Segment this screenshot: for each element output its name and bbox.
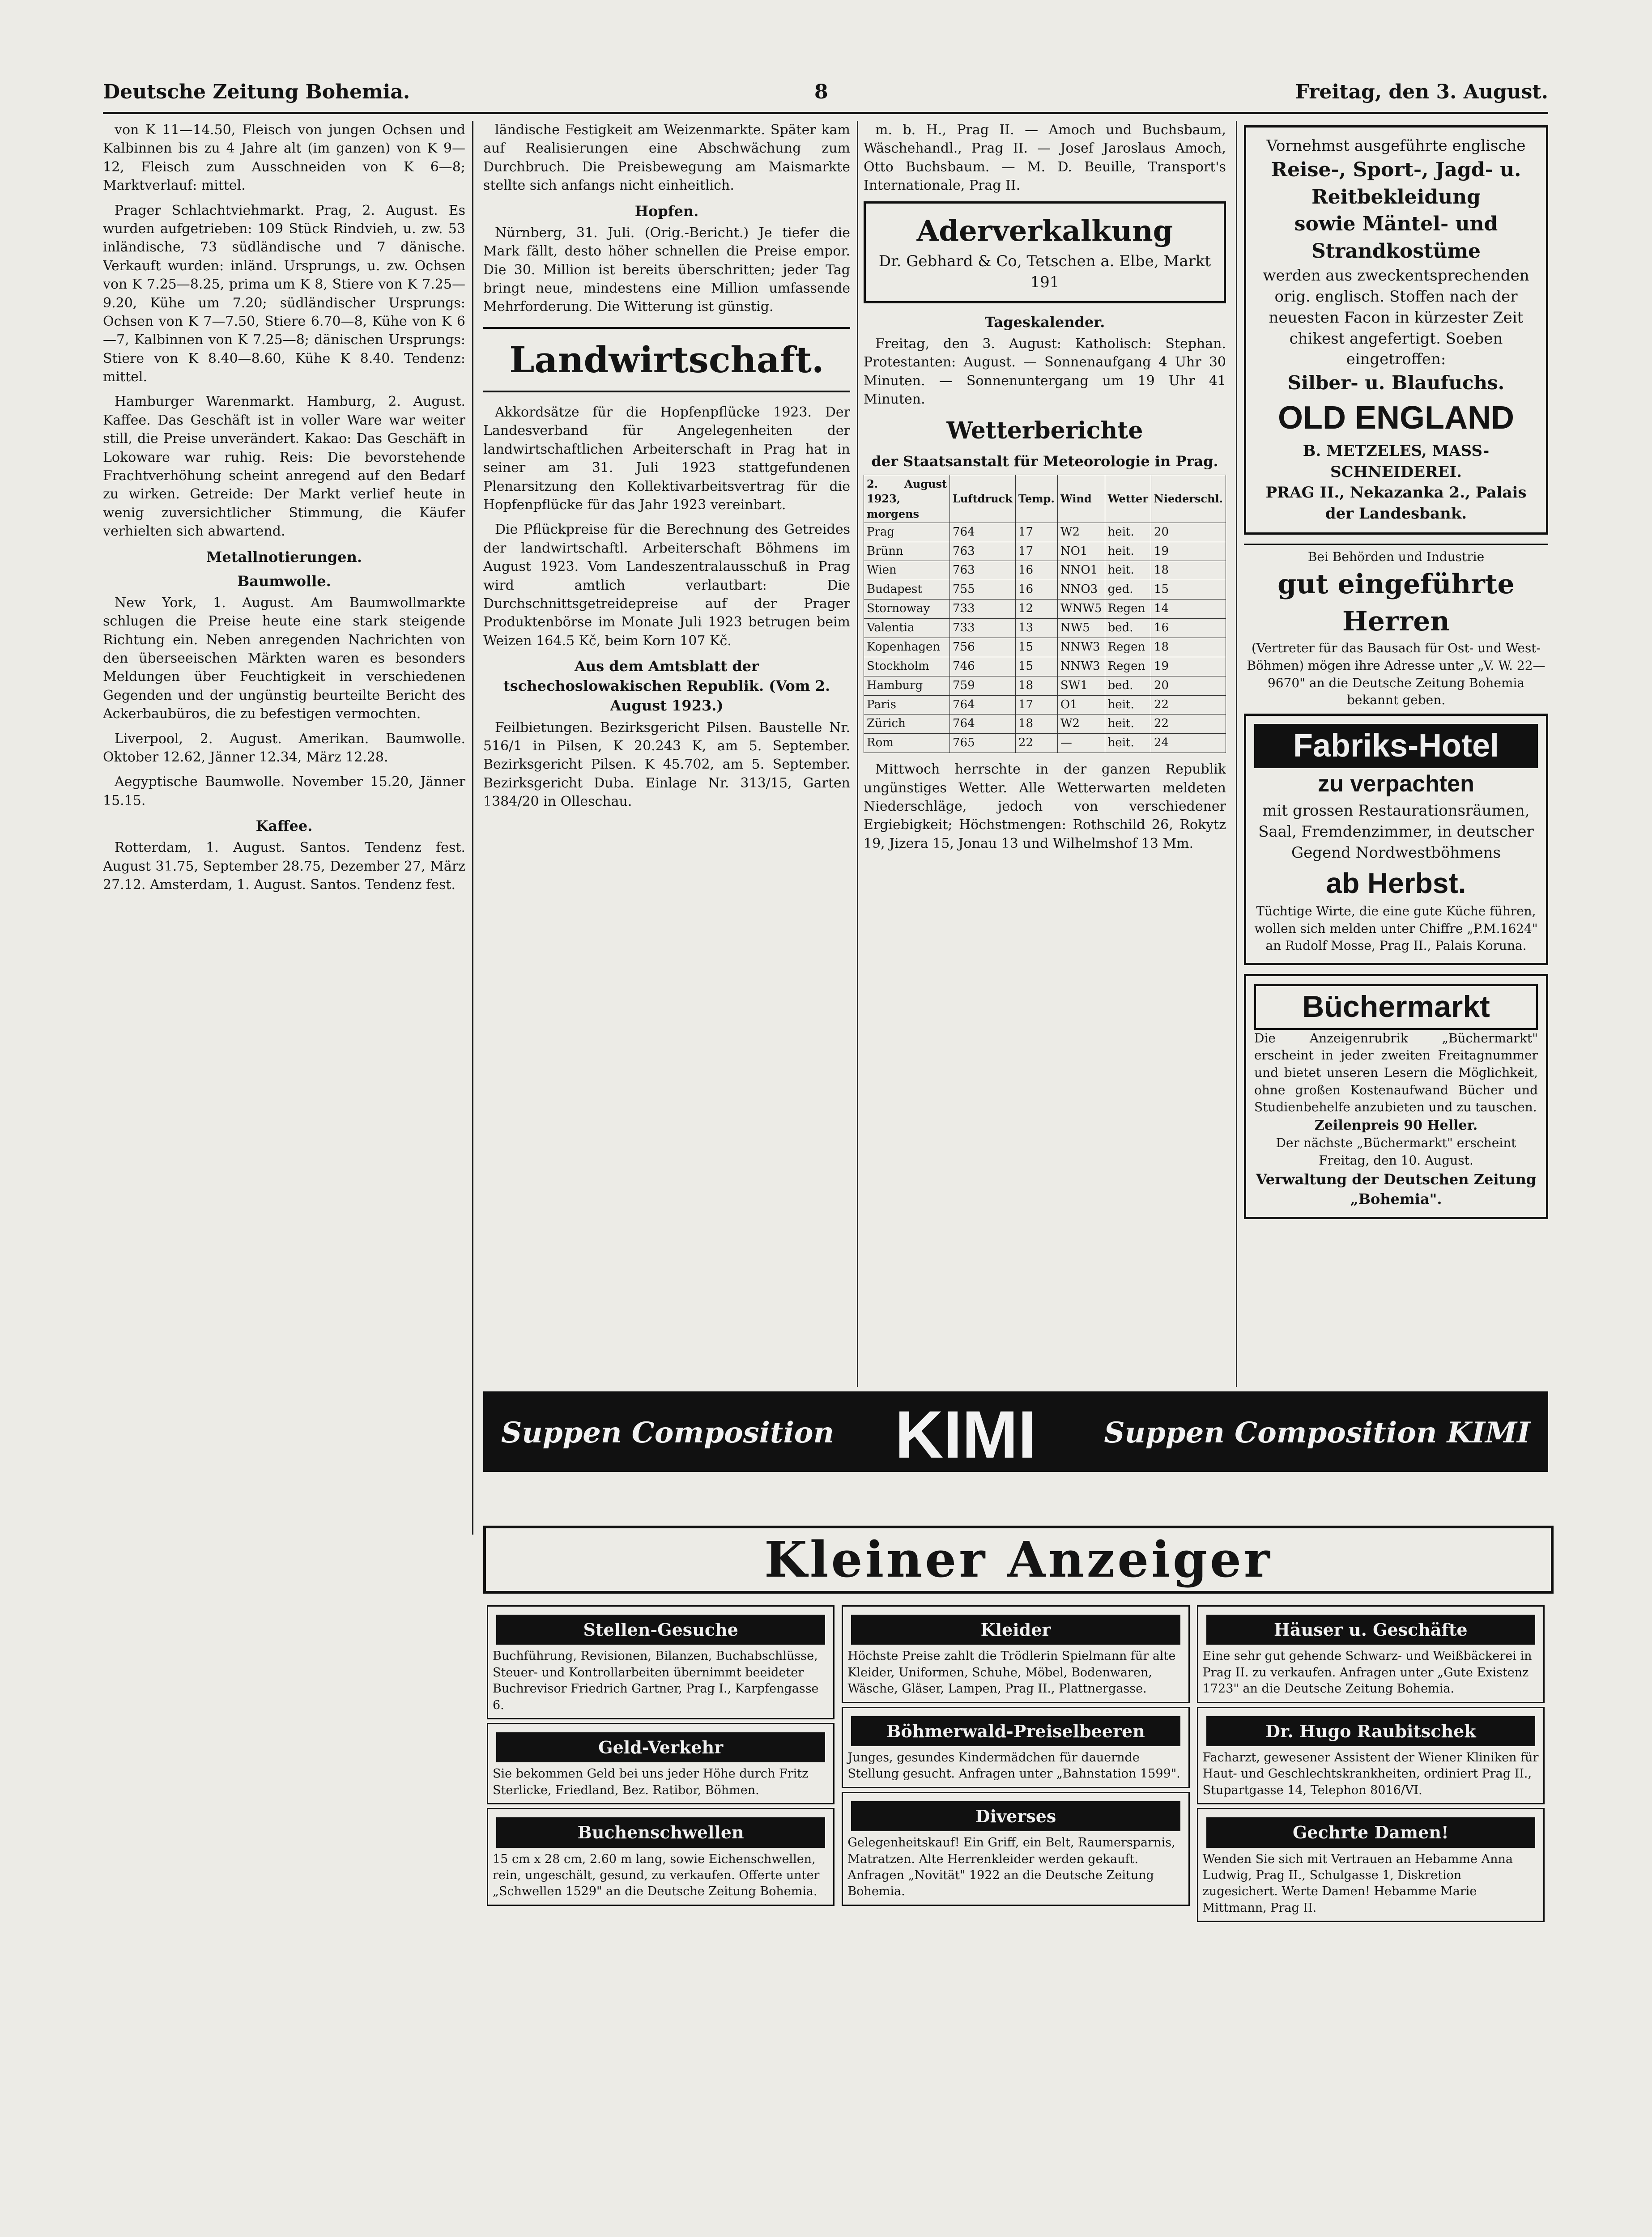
ad-sub: zu verpachten — [1318, 771, 1474, 797]
weather-cell: 764 — [950, 714, 1016, 734]
agri-text: Die Pflückpreise für die Berechnung des Getreides der landwirtschaftl. Arbeiterschaft Böhmens im August 1923. Vom Landeszentralausschuß in Prag wird amtlich verlautbart: Die Durchschnittsgetreidepreise auf der Prager Produktenbörse im Monate Juli 1923 betrugen beim Weizen 164.5 Kč, beim Korn 107 Kč. — [483, 522, 850, 649]
classified-ad — [1197, 1707, 1545, 1805]
weather-cell: Regen — [1105, 638, 1151, 657]
ad-title: Aderverkalkung — [916, 214, 1173, 248]
firm-address: PRAG II., Nekazanka 2., Palais der Landesbank. — [1265, 484, 1527, 523]
classified-ad — [1197, 1605, 1545, 1703]
fabriks-hotel-ad — [1244, 714, 1548, 965]
ad-price: Zeilenpreis 90 Heller. — [1314, 1117, 1478, 1133]
coffee-heading: Kaffee. — [255, 817, 313, 835]
weather-col-header: Niederschl. — [1151, 475, 1226, 523]
weather-cell: 764 — [950, 695, 1016, 714]
classified-text: Wenden Sie sich mit Vertrauen an Hebamme Anna Ludwig, Prag II., Schulgasse 1, Diskretion zugesichert. Werte Damen! Hebamme Marie Mittmann, Prag II. — [1202, 1852, 1513, 1915]
coffee-text: Rotterdam, 1. August. Santos. Tendenz fest. August 31.75, September 28.75, Dezember 27, März 27.12. Amsterdam, 1. August. Santos. Tendenz fest. — [103, 840, 465, 893]
firm-name: B. METZELES, MASS-SCHNEIDEREI. — [1303, 442, 1490, 481]
weather-cell: 13 — [1015, 619, 1057, 638]
weather-cell: NO1 — [1057, 542, 1105, 561]
weather-cell: — — [1057, 734, 1105, 753]
kimi-banner — [483, 1391, 1548, 1472]
masthead: Deutsche Zeitung Bohemia. — [103, 81, 410, 103]
weather-cell: 22 — [1151, 714, 1226, 734]
weather-cell: 17 — [1015, 542, 1057, 561]
weather-cell: Valentia — [864, 619, 950, 638]
weather-cell: Zürich — [864, 714, 950, 734]
weather-cell: NNO1 — [1057, 561, 1105, 580]
weather-cell: heit. — [1105, 714, 1151, 734]
weather-cell: Rom — [864, 734, 950, 753]
classified-heading: Stellen-Gesuche — [496, 1615, 825, 1645]
classified-ad — [1197, 1808, 1545, 1922]
buchermarkt-ad — [1244, 974, 1548, 1219]
weather-cell: 20 — [1151, 523, 1226, 542]
calendar-text: Freitag, den 3. August: Katholisch: Stephan. Protestanten: August. — Sonnenaufgang 4 Uhr 30 Minuten. — Sonnenuntergang um 19 Uhr 41 Minuten. — [864, 336, 1226, 408]
classified-ad — [487, 1723, 835, 1804]
weather-cell: 17 — [1015, 523, 1057, 542]
ad-contact: Tüchtige Wirte, die eine gute Küche führen, wollen sich melden unter Chiffre „P.M.1624" an Rudolf Mosse, Prag II., Palais Koruna. — [1254, 904, 1538, 953]
weather-cell: Hamburg — [864, 676, 950, 695]
weather-cell: 733 — [950, 619, 1016, 638]
weather-row — [864, 619, 1226, 638]
weather-cell: 763 — [950, 561, 1016, 580]
classified-text: Sie bekommen Geld bei uns jeder Höhe durch Fritz Sterlicke, Friedland, Bez. Ratibor, Böhmen. — [493, 1767, 809, 1797]
weather-cell: 24 — [1151, 734, 1226, 753]
issue-date: Freitag, den 3. August. — [1295, 81, 1548, 103]
weather-cell: W2 — [1057, 523, 1105, 542]
page-number: 8 — [814, 81, 828, 103]
weather-cell: 18 — [1015, 676, 1057, 695]
weather-cell: 18 — [1151, 638, 1226, 657]
classified-column — [1193, 1602, 1548, 1926]
weather-col-header: Luftdruck — [950, 475, 1016, 523]
weather-row — [864, 600, 1226, 619]
weather-row — [864, 695, 1226, 714]
classified-column — [483, 1602, 838, 1926]
weather-cell: 22 — [1015, 734, 1057, 753]
weather-cell: 18 — [1151, 561, 1226, 580]
market-text: Hamburger Warenmarkt. Hamburg, 2. August. Kaffee. Das Geschäft ist in voller Ware war weiter still, die Preise unverändert. Kakao: Das Geschäft in Lokoware war ruhig. Reis: Die bevorstehende Frachtverhöhung scheint anregend auf den Bedarf zu wirken. Getreide: Der Markt verlief heute in wenig zuversichtlicher Stimmung, die Käufer verhielten sich abwartend. — [103, 394, 465, 540]
cotton-text: Liverpool, 2. August. Amerikan. Baumwolle. Oktober 12.62, Jänner 12.34, März 12.28. — [103, 731, 465, 766]
weather-cell: Budapest — [864, 580, 950, 600]
weather-cell: bed. — [1105, 676, 1151, 695]
classified-text: Junges, gesundes Kindermädchen für dauernde Stellung gesucht. Anfragen unter „Bahnstation 1599". — [847, 1750, 1180, 1781]
page-header — [103, 72, 1548, 114]
column-agriculture — [483, 121, 850, 1387]
weather-row — [864, 676, 1226, 695]
weather-cell: 756 — [950, 638, 1016, 657]
weather-cell: 759 — [950, 676, 1016, 695]
banner-right: Suppen Composition KIMI — [1104, 1416, 1530, 1450]
weather-row — [864, 561, 1226, 580]
banner-left: Suppen Composition — [501, 1416, 834, 1450]
classified-heading: Gechrte Damen! — [1206, 1817, 1535, 1847]
weather-cell: heit. — [1105, 542, 1151, 561]
classified-columns — [483, 1602, 1548, 1926]
weather-cell: 18 — [1015, 714, 1057, 734]
banner-center: KIMI — [895, 1397, 1037, 1472]
column-weather — [864, 121, 1226, 1387]
weather-cell: O1 — [1057, 695, 1105, 714]
weather-sub: der Staatsanstalt für Meteorologie in Prag. — [871, 453, 1218, 470]
weather-cell: 15 — [1015, 657, 1057, 676]
weather-cell: 733 — [950, 600, 1016, 619]
weather-cell: Regen — [1105, 600, 1151, 619]
weather-cell: 12 — [1015, 600, 1057, 619]
weather-cell: 15 — [1151, 580, 1226, 600]
weather-heading: Wetterberichte — [946, 417, 1143, 445]
cotton-text: New York, 1. August. Am Baumwollmarkte schlugen die Preise heute eine stark steigende Richtung ein. Neben anregenden Nachrichten von den überseeischen Märkten waren es besonders Meldungen über Feuchtigkeit in verschiedenen Gegenden und der ungünstig beurteilte Bericht des Ackerbaubüros, die zu befestigen vermochten. — [103, 595, 465, 722]
classified-text: Gelegenheitskauf! Ein Griff, ein Belt, Raumersparnis, Matratzen. Alte Herrenkleider werden gekauft. Anfragen „Novität" 1922 an die Deutsche Zeitung Bohemia. — [847, 1836, 1175, 1899]
classified-heading: Dr. Hugo Raubitschek — [1206, 1716, 1535, 1746]
classified-ad — [487, 1605, 835, 1719]
weather-row — [864, 580, 1226, 600]
weather-cell: 746 — [950, 657, 1016, 676]
weather-cell: heit. — [1105, 695, 1151, 714]
classified-heading: Buchenschwellen — [496, 1817, 825, 1847]
ad-signature: Verwaltung der Deutschen Zeitung „Bohemia". — [1256, 1170, 1537, 1208]
classified-ad — [842, 1605, 1189, 1703]
hops-text: Nürnberg, 31. Juli. (Orig.-Bericht.) Je tiefer die Mark fällt, desto höher schnellen die Preise empor. Die 30. Million ist bereits überschritten; jeder Tag bringt neue, mindestens eine Million umfassende Mehrforderung. Die Witterung ist günstig. — [483, 225, 850, 315]
ad-line: Reise-, Sport-, Jagd- u. Reitbekleidung — [1271, 158, 1521, 208]
classified-text: Buchführung, Revisionen, Bilanzen, Buchabschlüsse, Steuer- und Kontrollarbeiten übernimmt beeideter Buchrevisor Friedrich Gartner, Prag I., Karpfengasse 6. — [493, 1649, 819, 1712]
classified-ad — [842, 1707, 1189, 1788]
weather-cell: Stockholm — [864, 657, 950, 676]
weather-cell: 16 — [1015, 561, 1057, 580]
weather-cell: 16 — [1151, 619, 1226, 638]
weather-cell: NW5 — [1057, 619, 1105, 638]
ad-line: Bei Behörden und Industrie — [1307, 549, 1485, 565]
weather-cell: NNW3 — [1057, 657, 1105, 676]
weather-cell: 15 — [1015, 638, 1057, 657]
classified-heading: Böhmerwald-Preiselbeeren — [851, 1716, 1180, 1746]
weather-col-header: Wetter — [1105, 475, 1151, 523]
weather-text: Mittwoch herrschte in der ganzen Republik ungünstiges Wetter. Alle Wetterwarten meldeten Niederschläge, jedoch von verschiedener Ergiebigkeit; Höchstmengen: Rothschild 26, Rokytz 19, Jizera 15, Jonau 13 und Wilhelmshof 13 Mm. — [864, 761, 1226, 851]
firm-text: m. b. H., Prag II. — Amoch und Buchsbaum, Wäschehandl., Prag II. — Josef Jaroslaus Amoch, Otto Buchsbaum. — M. D. Beuille, Transport's Internationale, Prag II. — [864, 122, 1226, 194]
classified-text: Eine sehr gut gehende Schwarz- und Weißbäckerei in Prag II. zu verkaufen. Anfragen unter „Gute Existenz 1723" an die Deutsche Zeitung Bohemia. — [1202, 1649, 1532, 1696]
weather-row — [864, 542, 1226, 561]
weather-cell: heit. — [1105, 561, 1151, 580]
column-rule — [472, 121, 473, 1535]
calendar-heading: Tageskalender. — [984, 313, 1105, 331]
ad-title: Büchermarkt — [1254, 984, 1538, 1030]
classified-heading: Diverses — [851, 1801, 1180, 1831]
weather-cell: 764 — [950, 523, 1016, 542]
classified-heading: Häuser u. Geschäfte — [1206, 1615, 1535, 1645]
weather-cell: 19 — [1151, 657, 1226, 676]
ad-item: Silber- u. Blaufuchs. — [1287, 372, 1505, 394]
brand-name: OLD ENGLAND — [1278, 400, 1514, 436]
weather-cell: 14 — [1151, 600, 1226, 619]
classified-heading: Kleider — [851, 1615, 1180, 1645]
weather-cell: 755 — [950, 580, 1016, 600]
weather-cell: ged. — [1105, 580, 1151, 600]
classifieds — [483, 1602, 1548, 2237]
aderverkalkung-ad — [864, 201, 1226, 303]
ad-sub: Dr. Gebhard & Co, Tetschen a. Elbe, Markt 191 — [878, 252, 1211, 291]
weather-cell: Paris — [864, 695, 950, 714]
weather-col-header: Wind — [1057, 475, 1105, 523]
ad-text: (Vertreter für das Bausach für Ost- und West-Böhmen) mögen ihre Adresse unter „V. W. 22—9670" an die Deutsche Zeitung Bohemia bekannt geben. — [1247, 641, 1546, 708]
old-england-ad — [1244, 125, 1548, 535]
weather-cell: SW1 — [1057, 676, 1105, 695]
cotton-text: Aegyptische Baumwolle. November 15.20, Jänner 15.15. — [103, 774, 465, 808]
weather-cell: Kopenhagen — [864, 638, 950, 657]
weather-row — [864, 638, 1226, 657]
weather-cell: heit. — [1105, 734, 1151, 753]
weather-cell: heit. — [1105, 523, 1151, 542]
weather-cell: bed. — [1105, 619, 1151, 638]
official-text: Feilbietungen. Bezirksgericht Pilsen. Baustelle Nr. 516/1 in Pilsen, K 20.243 K, am 5. September. Bezirksgericht Pilsen. K 45.702, am 5. September. Bezirksgericht Duba. Einlage Nr. 313/15, Garten 1384/20 in Olleschau. — [483, 719, 850, 810]
official-heading: Aus dem Amtsblatt der tschechoslowakischen Republik. (Vom 2. August 1923.) — [503, 658, 830, 714]
ad-title: gut eingeführte Herren — [1277, 568, 1515, 637]
herren-ad — [1244, 544, 1548, 709]
classified-text: Höchste Preise zahlt die Trödlerin Spielmann für alte Kleider, Uniformen, Schuhe, Möbel, Bodenwaren, Wäsche, Gläser, Lampen, Prag II., Plattnergasse. — [847, 1649, 1176, 1696]
weather-cell: Regen — [1105, 657, 1151, 676]
kleiner-anzeiger-title: Kleiner Anzeiger — [483, 1526, 1554, 1594]
ad-line: Vornehmst ausgeführte englische — [1266, 137, 1526, 155]
grain-text: ländische Festigkeit am Weizenmarkte. Später kam auf Realisierungen eine Abschwächung zum Durchbruch. Die Preisbewegung am Maismarkte stellte sich anfangs nicht einheitlich. — [483, 122, 850, 194]
section-title: Landwirtschaft. — [483, 327, 850, 392]
agri-text: Akkordsätze für die Hopfenpflücke 1923. Der Landesverband für Angelegenheiten der landwirtschaftlichen Arbeiterschaft in Prag hat in seiner am 31. Juli 1923 stattgefundenen Plenarsitzung den Kollektivarbeitsvertrag für die Hopfenpflücke für das Jahr 1923 vereinbart. — [483, 404, 850, 513]
hops-heading: Hopfen. — [634, 202, 699, 220]
ad-line: sowie Mäntel- und Strandkostüme — [1294, 213, 1498, 263]
weather-cell: W2 — [1057, 714, 1105, 734]
market-text: Prager Schlachtviehmarkt. Prag, 2. August. Es wurden aufgetrieben: 109 Stück Rindvieh, u. zw. 53 inländische, 73 südländische und 7 dänische. Verkauft wurden: inländ. Ursprungs, u. zw. Ochsen von K 7.25—8.25, prima um K 8, Stiere von K 7.25—9.20, Kühe um 7.20; südländischer Ursprungs: Ochsen von K 7—7.50, Stiere 6.70—8, Kühe von K 6—7, Kalbinnen von K 7.25—8; dänischen Ursprungs: Stiere von K 8.40—8.60, Kühe K 8.40. Tendenz: mittel. — [103, 202, 465, 385]
classified-text: 15 cm x 28 cm, 2.60 m lang, sowie Eichenschwellen, rein, ungeschält, gesund, zu verkaufen. Offerte unter „Schwellen 1529" an die Deutsche Zeitung Bohemia. — [493, 1852, 820, 1899]
weather-cell: 19 — [1151, 542, 1226, 561]
ad-text: Die Anzeigenrubrik „Büchermarkt" erscheint in jeder zweiten Freitagnummer und bietet unseren Lesern die Möglichkeit, ohne großen Kostenaufwand Bücher und Studienbehelfe anzubieten und zu tauschen. — [1254, 1030, 1538, 1115]
column-rule — [1236, 121, 1237, 1387]
ad-title: Fabriks-Hotel — [1254, 724, 1538, 768]
weather-cell: 763 — [950, 542, 1016, 561]
classified-ad — [487, 1808, 835, 1906]
weather-cell: WNW5 — [1057, 600, 1105, 619]
weather-cell: Stornoway — [864, 600, 950, 619]
classified-text: Facharzt, gewesener Assistent der Wiener Kliniken für Haut- und Geschlechtskrankheiten, ordiniert Prag II., Stupartgasse 14, Telephon 8016/VI. — [1202, 1750, 1539, 1797]
market-text: von K 11—14.50, Fleisch von jungen Ochsen und Kalbinnen bis zu 4 Jahre alt (im ganzen) von K 9—12, Fleisch zum Ausschneiden von K 6—8; Marktverlauf: mittel. — [103, 122, 465, 194]
weather-cell: Wien — [864, 561, 950, 580]
weather-cell: Prag — [864, 523, 950, 542]
weather-col-header: Temp. — [1015, 475, 1057, 523]
weather-cell: NNO3 — [1057, 580, 1105, 600]
weather-cell: 765 — [950, 734, 1016, 753]
weather-row — [864, 714, 1226, 734]
weather-cell: 17 — [1015, 695, 1057, 714]
weather-row — [864, 734, 1226, 753]
classified-heading: Geld-Verkehr — [496, 1732, 825, 1762]
cotton-heading: Baumwolle. — [237, 572, 331, 590]
weather-table — [864, 475, 1226, 753]
metal-heading: Metallnotierungen. — [206, 548, 362, 566]
weather-cell: Brünn — [864, 542, 950, 561]
weather-cell: NNW3 — [1057, 638, 1105, 657]
weather-col-header: 2. August 1923, morgens — [864, 475, 950, 523]
ad-text: Der nächste „Büchermarkt" erscheint Freitag, den 10. August. — [1276, 1136, 1516, 1168]
weather-cell: 16 — [1015, 580, 1057, 600]
ad-date: ab Herbst. — [1326, 867, 1466, 899]
weather-row — [864, 657, 1226, 676]
ad-text: werden aus zweckentsprechenden orig. englisch. Stoffen nach der neuesten Facon in kürzester Zeit chikest angefertigt. Soeben eingetroffen: — [1263, 266, 1529, 369]
ad-text: mit grossen Restaurationsräumen, Saal, Fremdenzimmer, in deutscher Gegend Nordwestböhmens — [1258, 802, 1534, 862]
classified-ad — [842, 1792, 1189, 1906]
column-ads — [1244, 121, 1548, 1387]
column-markets — [103, 121, 465, 2237]
weather-row — [864, 523, 1226, 542]
weather-cell: 22 — [1151, 695, 1226, 714]
column-rule — [857, 121, 858, 1387]
weather-cell: 20 — [1151, 676, 1226, 695]
classified-column — [838, 1602, 1193, 1926]
